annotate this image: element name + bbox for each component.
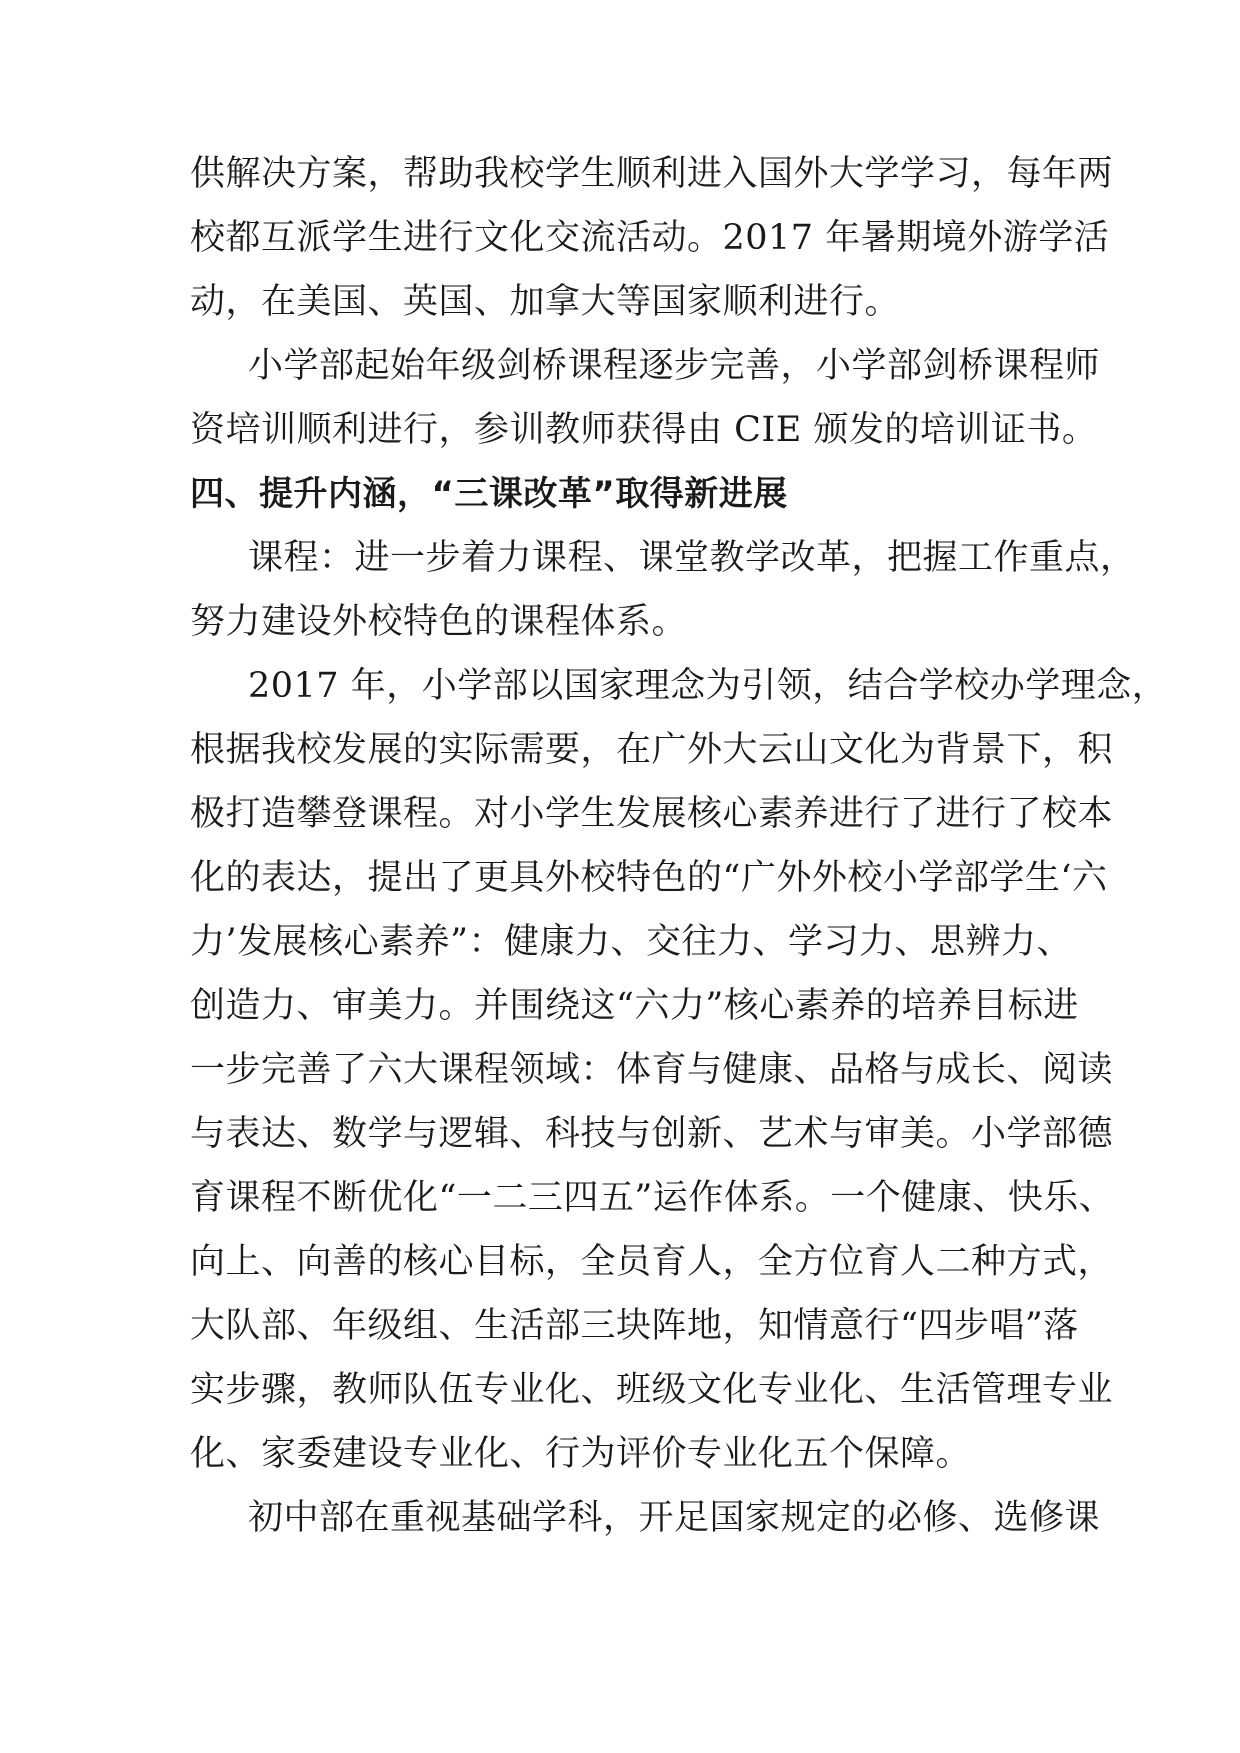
text-line: 校都互派学生进行文化交流活动。2017 年暑期境外游学活 bbox=[190, 218, 1110, 258]
text-line: 初中部在重视基础学科，开足国家规定的必修、选修课 bbox=[248, 1498, 1101, 1538]
text-line: 课程：进一步着力课程、课堂教学改革，把握工作重点， bbox=[248, 538, 1136, 578]
paragraph bbox=[190, 142, 1114, 334]
text-line: 与表达、数学与逻辑、科技与创新、艺术与审美。小学部德 bbox=[190, 1114, 1114, 1154]
text-line: 资培训顺利进行，参训教师获得由 CIE 颁发的培训证书。 bbox=[190, 410, 1098, 450]
section-heading bbox=[190, 462, 1050, 526]
paragraph bbox=[190, 334, 1101, 462]
text-line: 根据我校发展的实际需要，在广外大云山文化为背景下，积 bbox=[190, 730, 1114, 770]
paragraph bbox=[190, 1486, 1101, 1550]
paragraph bbox=[190, 654, 1168, 1486]
text-line: 大队部、年级组、生活部三块阵地，知情意行“四步唱”落 bbox=[190, 1306, 1079, 1346]
text-line: 动，在美国、英国、加拿大等国家顺利进行。 bbox=[190, 282, 901, 322]
text-line: 极打造攀登课程。对小学生发展核心素养进行了进行了校本 bbox=[190, 794, 1114, 834]
text-line: 化、家委建设专业化、行为评价专业化五个保障。 bbox=[190, 1434, 972, 1474]
text-line: 一步完善了六大课程领域：体育与健康、品格与成长、阅读 bbox=[190, 1050, 1114, 1090]
text-line: 向上、向善的核心目标，全员育人，全方位育人二种方式， bbox=[190, 1242, 1114, 1282]
text-line: 实步骤，教师队伍专业化、班级文化专业化、生活管理专业 bbox=[190, 1370, 1114, 1410]
paragraph bbox=[190, 526, 1136, 654]
text-line: 力’发展核心素养”：健康力、交往力、学习力、思辨力、 bbox=[190, 922, 1073, 962]
text-line: 创造力、审美力。并围绕这“六力”核心素养的培养目标进 bbox=[190, 986, 1079, 1026]
text-line: 2017 年，小学部以国家理念为引领，结合学校办学理念， bbox=[248, 666, 1168, 706]
text-line: 努力建设外校特色的课程体系。 bbox=[190, 602, 688, 642]
text-line: 小学部起始年级剑桥课程逐步完善，小学部剑桥课程师 bbox=[248, 346, 1101, 386]
text-line: 育课程不断优化“一二三四五”运作体系。一个健康、快乐、 bbox=[190, 1178, 1115, 1218]
heading-text: 四、提升内涵，“三课改革”取得新进展 bbox=[190, 474, 788, 514]
text-line: 供解决方案，帮助我校学生顺利进入国外大学学习，每年两 bbox=[190, 154, 1114, 194]
document-body bbox=[190, 142, 1168, 1550]
text-line: 化的表达，提出了更具外校特色的“广外外校小学部学生‘六 bbox=[190, 858, 1108, 898]
